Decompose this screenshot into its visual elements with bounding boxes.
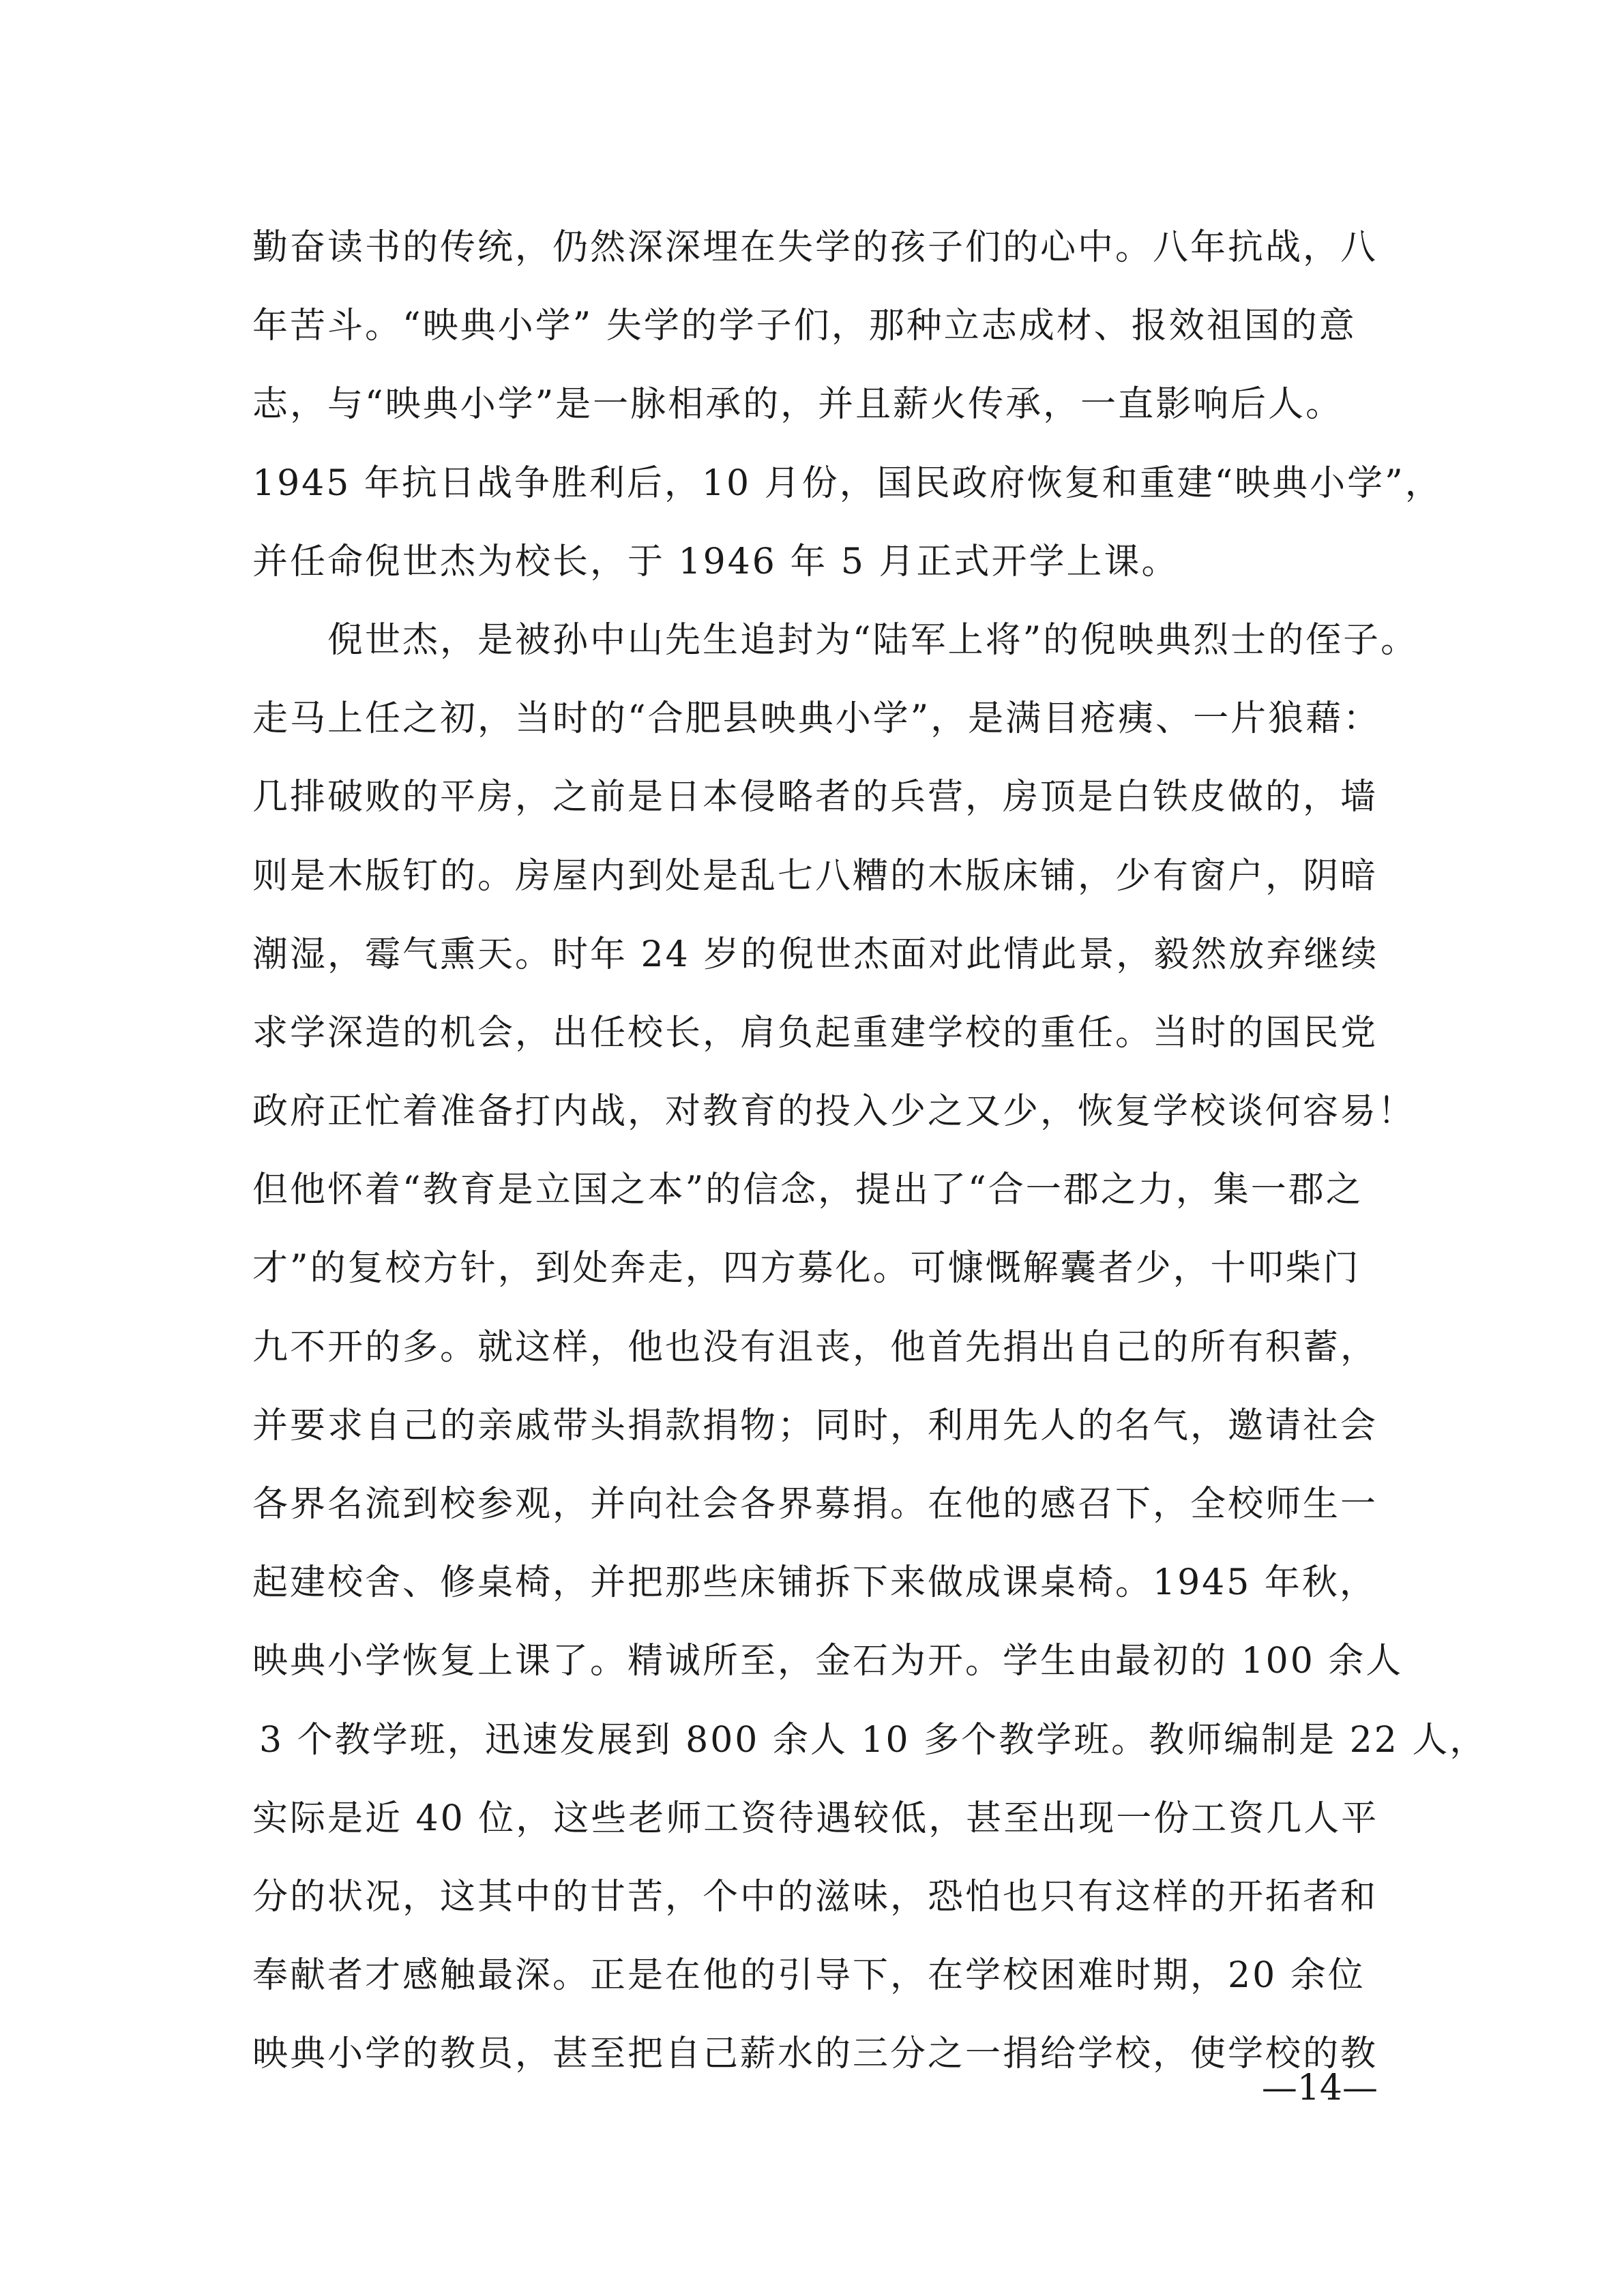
text-line: 并任命倪世杰为校长，于 1946 年 5 月正式开学上课。 (252, 541, 1179, 582)
text-line: 年苦斗。“映典小学” 失学的学子们，那种立志成材、报效祖国的意 (252, 305, 1357, 347)
text-line: 志，与“映典小学”是一脉相承的，并且薪火传承，一直影响后人。 (252, 384, 1344, 426)
text-line: 起建校舍、修桌椅，并把那些床铺拆下来做成课桌椅。1945 年秋， (252, 1562, 1377, 1604)
text-line: 但他怀着“教育是立国之本”的信念，提出了“合一郡之力，集一郡之 (252, 1169, 1363, 1211)
text-line: 映典小学的教员，甚至把自己薪水的三分之一捐给学校，使学校的教 (252, 2033, 1378, 2075)
text-line: 潮湿，霉气熏天。时年 24 岁的倪世杰面对此情此景，毅然放弃继续 (252, 934, 1379, 975)
page-number: —14— (1261, 2068, 1378, 2108)
text-line: 求学深造的机会，出任校长，肩负起重建学校的重任。当时的国民党 (252, 1012, 1378, 1054)
paragraph-start-line: 倪世杰，是被孙中山先生追封为“陆军上将”的倪映典烈士的侄子。 (327, 619, 1419, 661)
text-line: 并要求自己的亲戚带头捐款捐物；同时，利用先人的名气，邀请社会 (252, 1405, 1378, 1446)
text-line: 几排破败的平房，之前是日本侵略者的兵营，房顶是白铁皮做的，墙 (252, 777, 1378, 818)
text-line: 映典小学恢复上课了。精诚所至，金石为开。学生由最初的 100 余人 (252, 1641, 1404, 1682)
text-line: 则是木版钉的。房屋内到处是乱七八糟的木版床铺，少有窗户，阴暗 (252, 855, 1378, 897)
text-line: 实际是近 40 位，这些老师工资待遇较低，甚至出现一份工资几人平 (252, 1798, 1379, 1839)
text-line: 走马上任之初，当时的“合肥县映典小学”，是满目疮痍、一片狼藉： (252, 698, 1381, 740)
text-line: 政府正忙着准备打内战，对教育的投入少之又少，恢复学校谈何容易！ (252, 1091, 1416, 1133)
text-line: 各界名流到校参观，并向社会各界募捐。在他的感召下，全校师生一 (252, 1484, 1378, 1525)
text-line: 奉献者才感触最深。正是在他的引导下，在学校困难时期，20 余位 (252, 1955, 1365, 1997)
text-line: 1945 年抗日战争胜利后，10 月份，国民政府恢复和重建“映典小学”， (252, 462, 1443, 504)
text-line: 分的状况，这其中的甘苦，个中的滋味，恐怕也只有这样的开拓者和 (252, 1876, 1378, 1918)
text-line: 才”的复校方针，到处奔走，四方募化。可慷慨解囊者少，十叩柴门 (252, 1248, 1361, 1289)
text-line: 九不开的多。就这样，他也没有沮丧，他首先捐出自己的所有积蓄， (252, 1326, 1378, 1368)
body-text (252, 209, 1488, 2094)
text-line: 3 个教学班，迅速发展到 800 余人 10 多个教学班。教师编制是 22 人， (259, 1719, 1488, 1761)
text-line: 勤奋读书的传统，仍然深深埋在失学的孩子们的心中。八年抗战，八 (252, 227, 1378, 268)
